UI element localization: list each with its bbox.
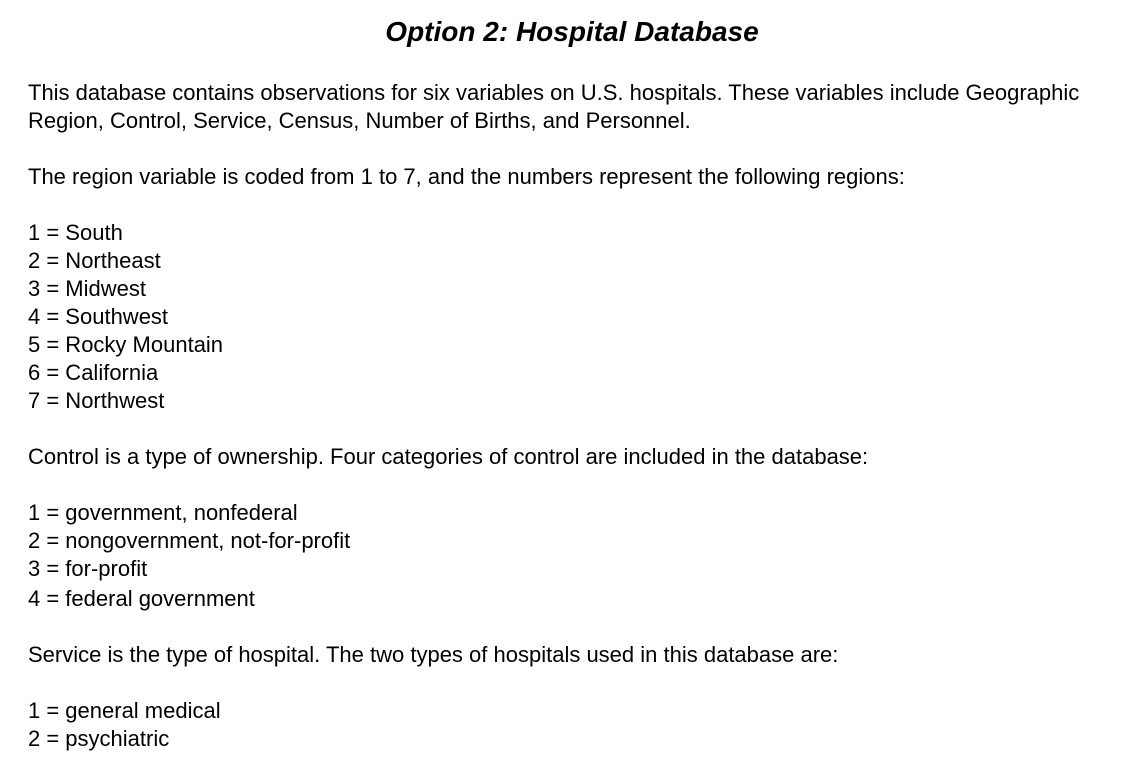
region-code-item: 3 = Midwest: [28, 276, 146, 301]
control-description: Control is a type of ownership. Four categories of control are included in the database:: [28, 444, 869, 469]
page-title: Option 2: Hospital Database: [385, 16, 759, 47]
region-code-list: [28, 219, 223, 415]
region-code-item: 2 = Northeast: [28, 248, 161, 273]
region-code-item: 4 = Southwest: [28, 304, 169, 329]
control-code-item: 3 = for-profit: [28, 556, 148, 581]
control-code-item: 2 = nongovernment, not-for-profit: [28, 528, 351, 553]
region-code-item: 6 = California: [28, 360, 159, 385]
region-code-item: 7 = Northwest: [28, 388, 165, 413]
service-description: Service is the type of hospital. The two types of hospitals used in this database are:: [28, 642, 839, 667]
control-code-list: [28, 499, 350, 613]
control-code-item: 1 = government, nonfederal: [28, 500, 298, 525]
service-code-item: 1 = general medical: [28, 698, 221, 723]
region-description: The region variable is coded from 1 to 7, and the numbers represent the following regions:: [28, 164, 905, 189]
service-code-item: 2 = psychiatric: [28, 726, 170, 751]
region-code-item: 1 = South: [28, 220, 123, 245]
intro-paragraph: This database contains observations for six variables on U.S. hospitals. These variables include Geographic Region, Control, Service, Census, Number of Births, and Personnel.: [28, 80, 1080, 133]
service-code-list: [28, 697, 221, 753]
region-code-item: 5 = Rocky Mountain: [28, 332, 224, 357]
control-code-item: 4 = federal government: [28, 586, 255, 611]
